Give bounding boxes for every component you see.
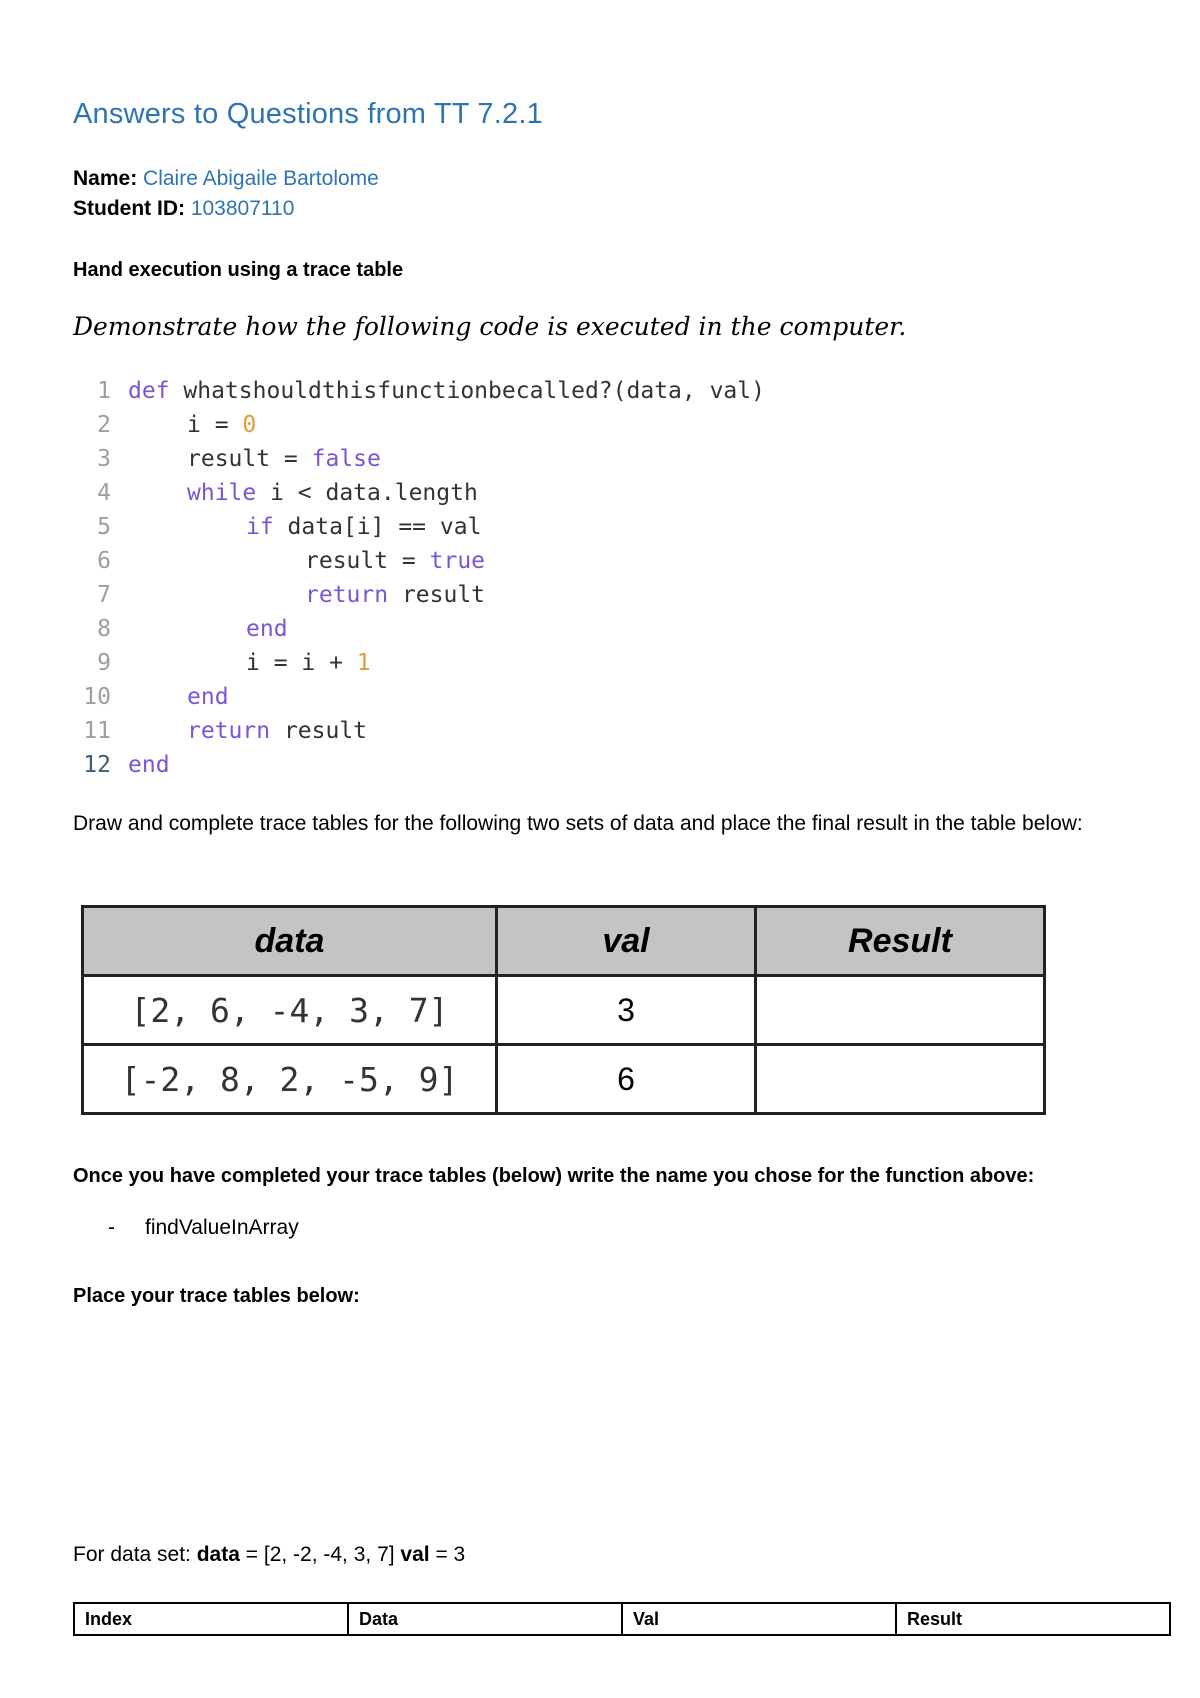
code-number: 0 [242,412,257,438]
code-keyword: if [246,514,274,540]
trace-table-header-row [74,1603,1170,1635]
dataset-line [73,1543,465,1567]
line-number: 2 [97,412,111,438]
trace-header-index: Index [74,1603,348,1635]
line-number: 10 [83,684,111,710]
line-number: 5 [97,514,111,540]
code-text: i = [187,412,243,438]
dataset-data-label: data [196,1543,240,1566]
bullet-dash: - [108,1216,115,1239]
code-line [75,408,256,442]
question-cell-data: [2, 6, -4, 3, 7] [83,976,497,1045]
question-header-data: data [83,907,497,976]
trace-header-val: Val [622,1603,896,1635]
code-line [75,476,478,510]
code-line [75,612,288,646]
code-keyword: return [187,718,271,744]
line-number: 8 [97,616,111,642]
dataset-val-value: = 3 [429,1543,466,1566]
code-text: data[i] == val [273,514,482,540]
question-table-header-row [83,907,1045,976]
code-line [75,680,229,714]
question-table [81,905,1046,1115]
trace-header-result: Result [896,1603,1170,1635]
code-keyword: return [305,582,389,608]
code-keyword: false [311,446,381,472]
line-number: 7 [97,582,111,608]
code-keyword: end [128,752,170,778]
name-field [73,167,379,191]
name-value: Claire Abigaile Bartolome [143,167,379,190]
line-number: 4 [97,480,111,506]
line-number: 1 [97,378,111,404]
function-name-bullet [108,1216,299,1240]
section-heading: Hand execution using a trace table [73,259,404,281]
code-number: 1 [356,650,371,676]
code-keyword: true [429,548,486,574]
code-line [75,714,367,748]
trace-table [73,1602,1171,1636]
draw-instruction: Draw and complete trace tables for the following two sets of data and place the final result in the table below: [73,812,1083,835]
line-number: 11 [83,718,111,744]
code-text: result [388,582,486,608]
student-id-value: 103807110 [190,197,295,220]
code-keyword: while [187,480,257,506]
code-text: i < data.length [256,480,478,506]
code-text: result = [187,446,312,472]
code-line [75,510,481,544]
instruction-italic: Demonstrate how the following code is executed in the computer. [73,312,907,341]
dataset-val-label: val [400,1543,430,1566]
question-header-result: Result [756,907,1045,976]
code-keyword: def [128,378,170,404]
student-id-field [73,197,294,221]
code-line [75,646,371,680]
code-text: i = i + [246,650,357,676]
code-line [75,544,485,578]
question-cell-val: 6 [497,1045,756,1114]
code-line [75,578,485,612]
student-id-label: Student ID: [73,197,185,220]
code-line [75,442,381,476]
code-text: result [270,718,368,744]
line-number: 3 [97,446,111,472]
question-cell-result[interactable] [756,1045,1045,1114]
question-cell-data: [-2, 8, 2, -5, 9] [83,1045,497,1114]
once-heading: Once you have completed your trace tables (below) write the name you chose for the function above: [73,1165,1035,1187]
name-label: Name: [73,167,138,190]
code-keyword: end [246,616,288,642]
dataset-prefix: For data set: [73,1543,197,1566]
line-number: 9 [97,650,111,676]
code-line [75,374,765,408]
code-text: whatshouldthisfunctionbecalled?(data, val) [169,378,765,404]
code-keyword: end [187,684,229,710]
line-number: 12 [83,752,111,778]
table-row [83,1045,1045,1114]
question-header-val: val [497,907,756,976]
page-title: Answers to Questions from TT 7.2.1 [73,98,543,130]
place-heading: Place your trace tables below: [73,1285,360,1307]
question-cell-val: 3 [497,976,756,1045]
question-cell-result[interactable] [756,976,1045,1045]
trace-header-data: Data [348,1603,622,1635]
code-line [75,748,170,782]
code-text: result = [305,548,430,574]
dataset-data-value: = [2, -2, -4, 3, 7] [239,1543,401,1566]
function-name-answer: findValueInArray [145,1216,299,1239]
table-row [83,976,1045,1045]
line-number: 6 [97,548,111,574]
